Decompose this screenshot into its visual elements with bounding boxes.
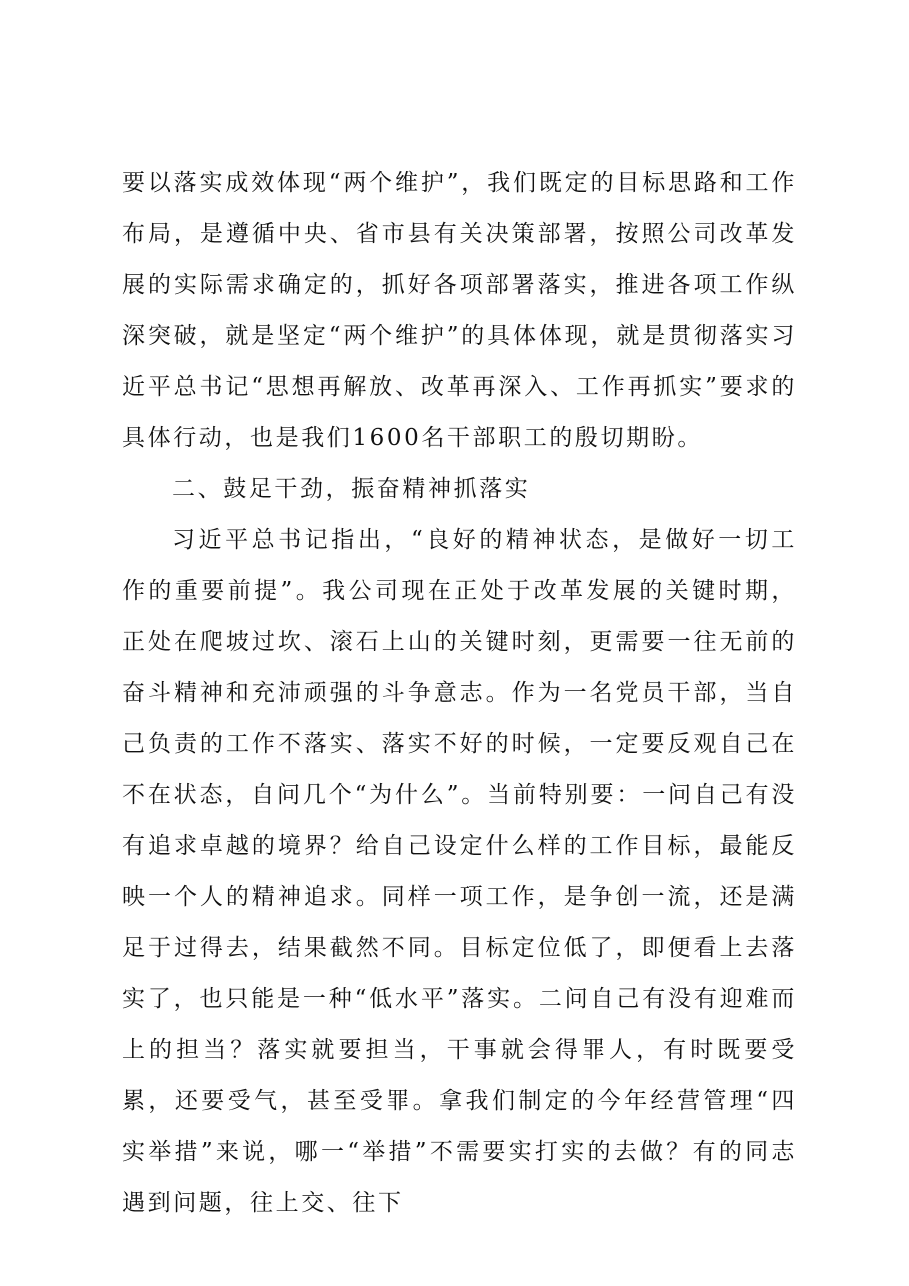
section-heading: 二、鼓足干劲，振奋精神抓落实 [172,476,531,502]
paragraph-2: 习近平总书记指出，“良好的精神状态，是做好一切工作的重要前提”。我公司现在正处于改革发展的关键时期，正处在爬坡过坎、滚石上山的关键时刻，更需要一往无前的奋斗精神和充沛顽强的斗争意志。作为一名党员干部，当自己负责的工作不落实、落实不好的时候，一定要反观自己在不在状态，自问几个“为什么”。当前特别要：一问自己有没有追求卓越的境界？给自己设定什么样的工作目标，最能反映一个人的精神追求。同样一项工作，是争创一流，还是满足于过得去，结果截然不同。目标定位低了，即便看上去落实了，也只能是一种“低水平”落实。二问自己有没有迎难而上的担当？落实就要担当，干事就会得罪人，有时既要受累，还要受气，甚至受罪。拿我们制定的今年经营管理“四实举措”来说，哪一“举措”不需要实打实的去做？有的同志遇到问题，往上交、往下 [122,527,797,1216]
paragraph-1: 要以落实成效体现“两个维护”，我们既定的目标思路和工作布局，是遵循中央、省市县有关决策部署，按照公司改革发展的实际需求确定的，抓好各项部署落实，推进各项工作纵深突破，就是坚定“两个维护”的具体体现，就是贯彻落实习近平总书记“思想再解放、改革再深入、工作再抓实”要求的具体行动，也是我们1600名干部职工的殷切期盼。 [122,170,797,451]
document-body [122,158,797,1229]
